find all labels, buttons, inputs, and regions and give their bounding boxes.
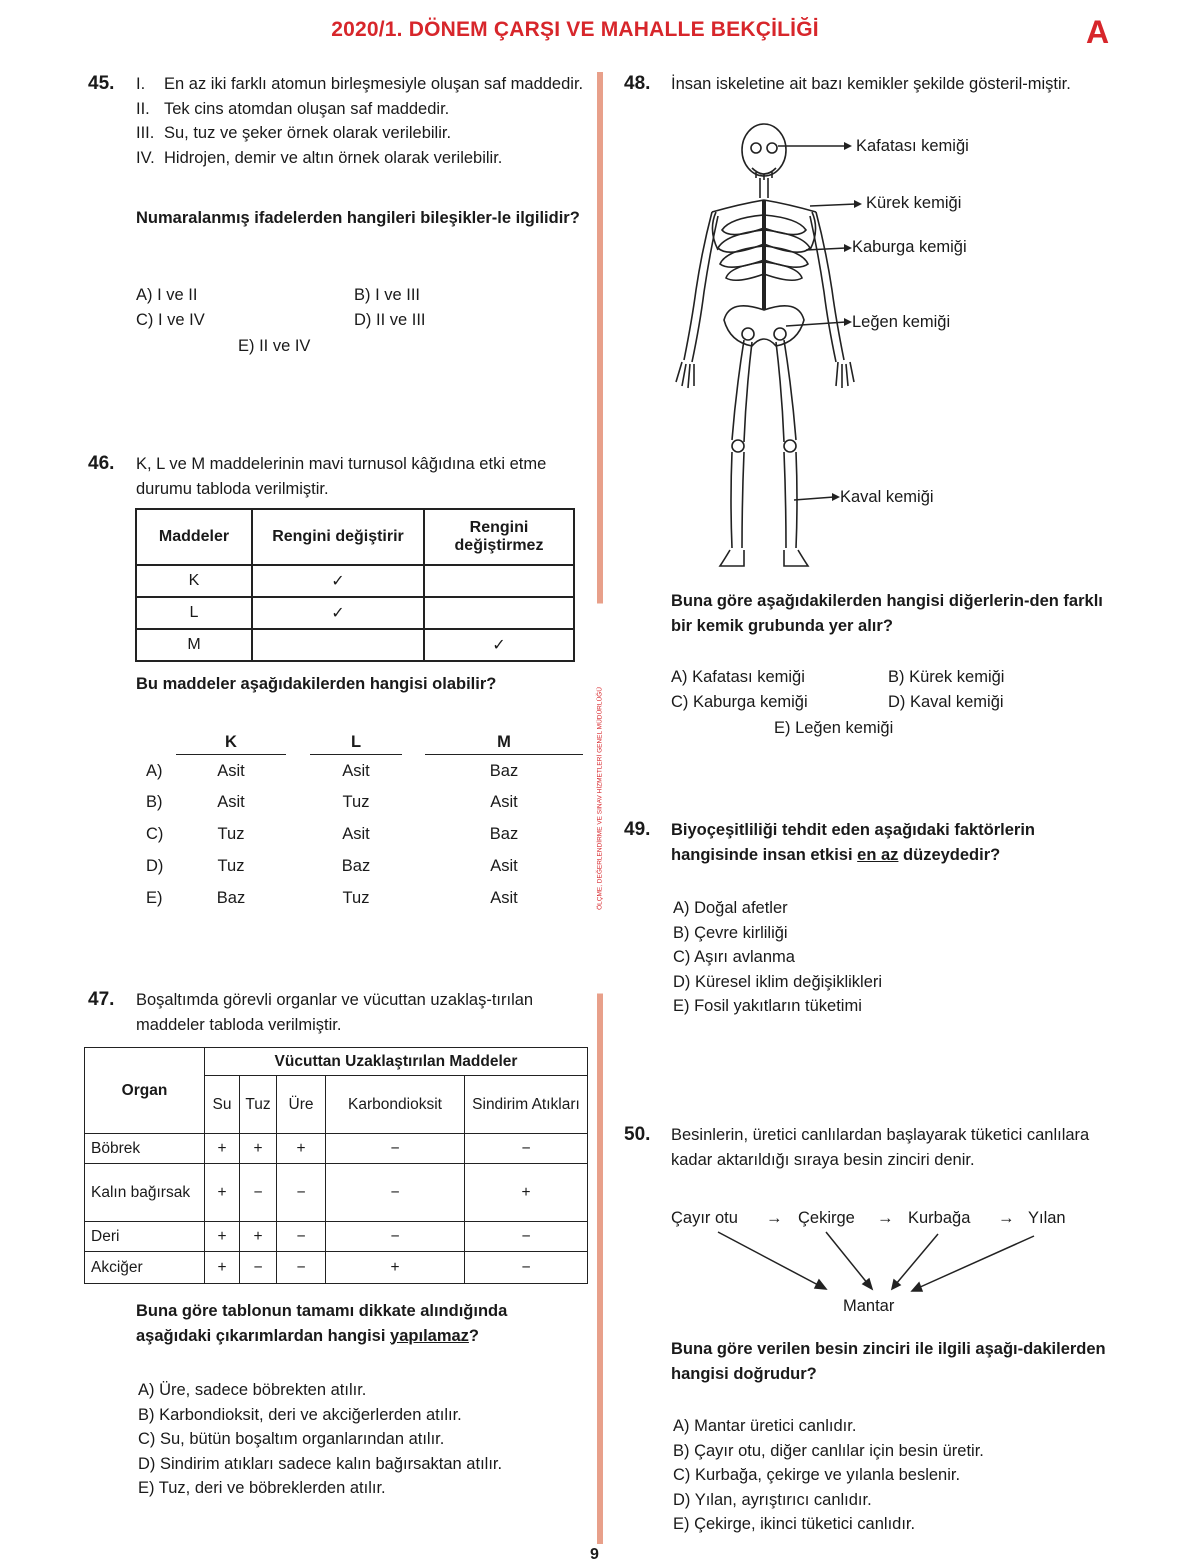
q45-question: Numaralanmış ifadelerden hangileri bileşikler-le ilgilidir? — [136, 209, 580, 227]
table-cell: + — [465, 1164, 588, 1222]
q47-option-e[interactable]: E) Tuz, deri ve böbreklerden atılır. — [138, 1479, 386, 1497]
q45-option-d[interactable]: D) II ve III — [354, 311, 426, 329]
table-cell: − — [240, 1164, 277, 1222]
q49-question: Biyoçeşitliliği tehdit eden aşağıdaki faktörlerin hangisinde insan etkisi en az düzeydedir? — [671, 821, 1036, 864]
label-kaval: Kaval kemiği — [840, 488, 934, 506]
table-row — [136, 565, 574, 597]
side-text: ÖLÇME, DEĞERLENDİRME VE SINAV HİZMETLERİ GENEL MÜDÜRLÜĞÜ — [585, 615, 615, 1005]
q46-question: Bu maddeler aşağıdakilerden hangisi olabilir? — [136, 675, 497, 693]
q50-number: 50. — [624, 1124, 651, 1145]
table-cell: Deri — [85, 1222, 205, 1252]
q45-statement: III. Su, tuz ve şeker örnek olarak verilebilir. — [136, 124, 452, 142]
table-cell: Böbrek — [85, 1134, 205, 1164]
table-row — [85, 1252, 588, 1284]
table-cell: − — [240, 1252, 277, 1284]
table-cell: M — [136, 629, 252, 661]
q46-col-k: K — [176, 733, 286, 755]
q45-statement: IV. Hidrojen, demir ve altın örnek olarak verilebilir. — [136, 148, 503, 167]
table-cell: Kalın bağırsak — [85, 1164, 205, 1222]
chain-cayir-otu: Çayır otu — [671, 1209, 738, 1227]
decomposer-mantar: Mantar — [843, 1297, 895, 1315]
page-number: 9 — [590, 1546, 599, 1563]
q46-col-m: M — [425, 733, 583, 755]
q45-number: 45. — [88, 73, 115, 94]
decomposer-arrows — [660, 1228, 1080, 1298]
q47-option-c[interactable]: C) Su, bütün boşaltım organlarından atılır. — [138, 1430, 445, 1448]
q45-statement: II. Tek cins atomdan oluşan saf maddedir. — [136, 99, 450, 118]
table-cell: Akciğer — [85, 1252, 205, 1284]
q47-col-header: Tuz — [240, 1076, 277, 1134]
q47-organ-header: Organ — [85, 1048, 205, 1134]
q48-number: 48. — [624, 73, 651, 94]
q46-table — [135, 508, 575, 662]
q47-question: Buna göre tablonun tamamı dikkate alındığında aşağıdaki çıkarımlardan hangisi yapılamaz? — [136, 1302, 508, 1345]
table-cell: − — [277, 1252, 326, 1284]
q50-option-d[interactable]: D) Yılan, ayrıştırıcı canlıdır. — [673, 1490, 872, 1509]
table-row — [136, 629, 574, 661]
chain-arrow-icon: → — [877, 1209, 894, 1227]
table-row — [85, 1222, 588, 1252]
table-cell: − — [326, 1222, 465, 1252]
table-cell: + — [277, 1134, 326, 1164]
q46-col-l: L — [310, 733, 402, 755]
label-legen: Leğen kemiği — [852, 313, 951, 331]
table-cell: + — [205, 1252, 240, 1284]
q47-col-header: Üre — [277, 1076, 326, 1134]
q47-col-header: Sindirim Atıkları — [465, 1076, 588, 1134]
table-cell: + — [326, 1252, 465, 1284]
q47-options — [138, 1378, 558, 1501]
table-cell: − — [277, 1222, 326, 1252]
q50-option-b[interactable]: B) Çayır otu, diğer canlılar için besin üretir. — [673, 1441, 984, 1460]
q46-header: Rengini değiştirir — [252, 509, 424, 565]
skeleton-figure — [660, 120, 1160, 580]
q50-option-a[interactable]: A) Mantar üretici canlıdır. — [673, 1417, 857, 1435]
q45-statements — [136, 72, 591, 170]
q50-options — [673, 1414, 1113, 1537]
q47-col-header: Karbondioksit — [326, 1076, 465, 1134]
q48-question: Buna göre aşağıdakilerden hangisi diğerlerin-den farklı bir kemik grubunda yer alır? — [671, 592, 1103, 635]
table-cell: + — [240, 1134, 277, 1164]
q48-option-d[interactable]: D) Kaval kemiği — [888, 693, 1004, 711]
table-cell: + — [240, 1222, 277, 1252]
table-cell: ✓ — [424, 629, 574, 661]
q50-option-e[interactable]: E) Çekirge, ikinci tüketici canlıdır. — [673, 1515, 916, 1533]
table-cell — [252, 629, 424, 661]
table-cell: − — [326, 1134, 465, 1164]
q47-table — [84, 1047, 588, 1284]
q49-option-c[interactable]: C) Aşırı avlanma — [673, 948, 795, 966]
q49-options — [673, 896, 1113, 1019]
chain-yilan: Yılan — [1028, 1209, 1066, 1227]
q50-question: Buna göre verilen besin zinciri ile ilgili aşağı-dakilerden hangisi doğrudur? — [671, 1340, 1106, 1383]
q47-option-d[interactable]: D) Sindirim atıkları sadece kalın bağırsaktan atılır. — [138, 1454, 503, 1473]
q47-intro: Boşaltımda görevli organlar ve vücuttan uzaklaş-tırılan maddeler tabloda verilmiştir. — [136, 991, 534, 1034]
q50-option-c[interactable]: C) Kurbağa, çekirge ve yılanla beslenir. — [673, 1466, 961, 1484]
q48-option-b[interactable]: B) Kürek kemiği — [888, 668, 1005, 686]
q45-option-a[interactable]: A) I ve II — [136, 286, 198, 304]
table-cell: K — [136, 565, 252, 597]
q46-header: Rengini değiştirmez — [424, 509, 574, 565]
q45-option-b[interactable]: B) I ve III — [354, 286, 421, 304]
q46-number: 46. — [88, 453, 115, 474]
chain-arrow-icon: → — [766, 1209, 783, 1227]
table-row — [85, 1134, 588, 1164]
table-cell: − — [277, 1164, 326, 1222]
table-row — [85, 1164, 588, 1222]
q48-option-e[interactable]: E) Leğen kemiği — [774, 719, 894, 737]
table-cell: + — [205, 1222, 240, 1252]
q47-group-header: Vücuttan Uzaklaştırılan Maddeler — [205, 1048, 588, 1076]
table-cell: L — [136, 597, 252, 629]
chain-cekirge: Çekirge — [798, 1209, 855, 1227]
page-header-title: 2020/1. DÖNEM ÇARŞI VE MAHALLE BEKÇİLİĞİ — [331, 18, 819, 41]
table-cell: − — [326, 1164, 465, 1222]
q46-header: Maddeler — [136, 509, 252, 565]
q47-option-a[interactable]: A) Üre, sadece böbrekten atılır. — [138, 1381, 367, 1399]
q48-option-a[interactable]: A) Kafatası kemiği — [671, 668, 805, 686]
table-row — [136, 597, 574, 629]
table-cell: − — [465, 1252, 588, 1284]
q49-option-d[interactable]: D) Küresel iklim değişiklikleri — [673, 972, 883, 991]
q50-intro: Besinlerin, üretici canlılardan başlayarak tüketici canlılara kadar aktarıldığı sıraya besin zinciri denir. — [671, 1126, 1090, 1169]
q47-number: 47. — [88, 989, 115, 1010]
table-cell — [424, 565, 574, 597]
q48-option-c[interactable]: C) Kaburga kemiği — [671, 693, 808, 711]
table-cell: − — [465, 1222, 588, 1252]
booklet-letter: A — [1086, 14, 1110, 50]
q45-option-c[interactable]: C) I ve IV — [136, 311, 205, 329]
table-cell: ✓ — [252, 597, 424, 629]
table-cell: + — [205, 1134, 240, 1164]
q49-option-a[interactable]: A) Doğal afetler — [673, 899, 788, 917]
q49-option-e[interactable]: E) Fosil yakıtların tüketimi — [673, 997, 862, 1015]
q47-col-header: Su — [205, 1076, 240, 1134]
q45-statement: I. En az iki farklı atomun birleşmesiyle oluşan saf maddedir. — [136, 75, 584, 93]
table-cell — [424, 597, 574, 629]
skeleton-drawing — [676, 124, 854, 566]
table-cell: − — [465, 1134, 588, 1164]
q49-option-b[interactable]: B) Çevre kirliliği — [673, 923, 788, 942]
q48-intro: İnsan iskeletine ait bazı kemikler şekilde gösteril-miştir. — [671, 75, 1071, 93]
q47-option-b[interactable]: B) Karbondioksit, deri ve akciğerlerden atılır. — [138, 1405, 462, 1424]
label-kafatasi: Kafatası kemiği — [856, 137, 969, 155]
q45-option-e[interactable]: E) II ve IV — [238, 337, 311, 355]
label-kaburga: Kaburga kemiği — [852, 238, 967, 256]
q49-number: 49. — [624, 819, 651, 840]
q46-intro: K, L ve M maddelerinin mavi turnusol kâğıdına etki etme durumu tabloda verilmiştir. — [136, 455, 547, 498]
label-kurek: Kürek kemiği — [866, 194, 962, 212]
chain-arrow-icon: → — [998, 1209, 1015, 1227]
table-cell: ✓ — [252, 565, 424, 597]
table-cell: + — [205, 1164, 240, 1222]
chain-kurbaga: Kurbağa — [908, 1209, 971, 1227]
